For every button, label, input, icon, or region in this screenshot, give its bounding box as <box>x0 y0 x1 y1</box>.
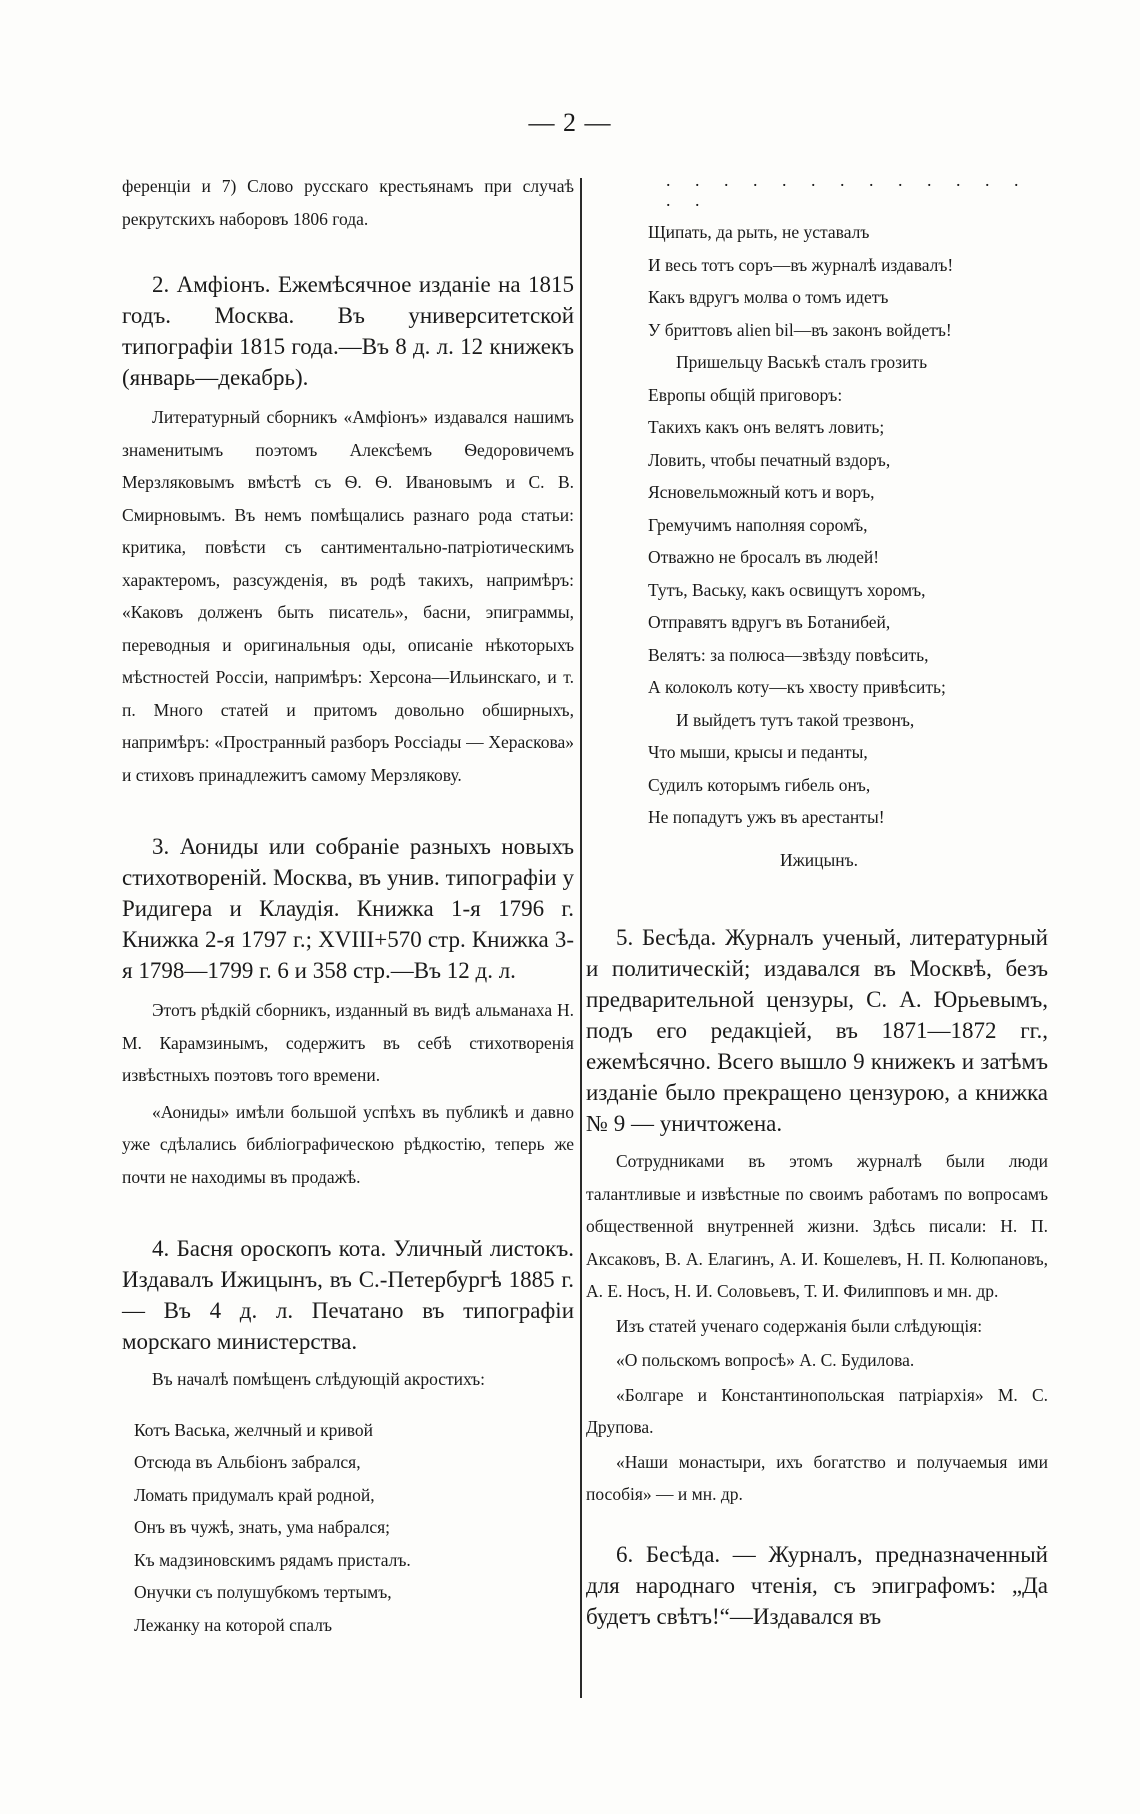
entry-4-heading: 4. Басня ороскопъ кота. Уличный листокъ. Издавалъ Ижицынъ, въ С.-Петербургѣ 1885 г. — Въ 4 д. л. Печатано въ типографіи морскаго министерства. <box>122 1236 574 1354</box>
entry-5-item: «Наши монастыри, ихъ богатство и получаемыя ими пособія» — и мн. др. <box>586 1451 1048 1504</box>
verse-line: Онучки съ полушубкомъ тертымъ, <box>134 1582 392 1602</box>
entry-2-heading: 2. Амфіонъ. Ежемѣсячное изданіе на 1815 годъ. Москва. Въ университетской типографіи 1815 года.—Въ 8 д. л. 12 книжекъ (январь—декабрь). <box>122 272 574 390</box>
acrostic-verse-continued <box>586 216 1048 834</box>
verse-line: Европы общій приговоръ: <box>648 384 843 405</box>
entry-6-heading: 6. Бесѣда. — Журналъ, предназначенный для народнаго чтенія, съ эпиграфомъ: „Да будетъ свѣтъ!“—Издавался въ <box>586 1541 1048 1629</box>
verse-line: Пришельцу Васькѣ сталъ грозить <box>676 352 928 372</box>
verse-line: Отважно не бросалъ въ людей! <box>648 547 880 567</box>
verse-line: И выйдетъ тутъ такой трезвонъ, <box>676 709 915 730</box>
verse-line: Лежанку на которой спалъ <box>134 1614 333 1635</box>
column-divider <box>580 178 582 1698</box>
entry-5-body-1: Сотрудниками въ этомъ журналѣ были люди талантливые и извѣстные по своимъ работамъ по вопросамъ общественной внутренней жизни. Здѣсь писали: Н. П. Аксаковъ, В. А. Елагинъ, А. И. Кошелевъ, Н. П. Колюпановъ, А. Е. Носъ, Н. И. Соловьевъ, Т. И. Филипповъ и мн. др. <box>586 1151 1048 1301</box>
entry-5-item: «О польскомъ вопросѣ» А. С. Будилова. <box>616 1350 915 1370</box>
entry-3-heading: 3. Аониды или собраніе разныхъ новыхъ стихотвореній. Москва, въ унив. типографіи у Ридигера и Клаудія. Книжка 1-я 1796 г. Книжка 2-я 1797 г.; XVIII+570 стр. Книжка 3-я 1798—1799 г. 6 и 358 стр.—Въ 12 д. л. <box>122 834 574 983</box>
verse-line: И весь тотъ соръ—въ журналѣ издавалъ! <box>648 254 954 275</box>
right-column <box>586 170 1048 1632</box>
verse-line: Такихъ какъ онъ велятъ ловить; <box>648 417 885 437</box>
verse-line: Котъ Васька, желчный и кривой <box>134 1419 373 1440</box>
verse-line: Ясновельможный котъ и воръ, <box>648 482 875 502</box>
entry-2-body: Литературный сборникъ «Амфіонъ» издавался нашимъ знаменитымъ поэтомъ Алексѣемъ Ѳедоровичемъ Мерзляковымъ вмѣстѣ съ Ѳ. Ѳ. Ивановымъ и С. В. Смирновымъ. Въ немъ помѣщались разнаго рода статьи: критика, повѣсти съ сантиментально-патріотическимъ характеромъ, разсужденія, въ родѣ такихъ, напримѣръ: «Каковъ долженъ быть писатель», басни, эпиграммы, переводныя и оригинальныя оды, описаніе нѣкоторыхъ мѣстностей Россіи, напримѣръ: Херсона—Ильинскаго, и т. п. Много статей и притомъ довольно обширныхъ, напримѣръ: «Пространный разборъ Россіады — Хераскова» и стиховъ принадлежитъ самому Мерзлякову. <box>122 407 574 785</box>
verse-line: Ловить, чтобы печатный вздоръ, <box>648 449 891 470</box>
verse-line: Ломать придумалъ край родной, <box>134 1484 375 1505</box>
entry-4-intro: Въ началѣ помѣщенъ слѣдующій акростихъ: <box>152 1369 486 1389</box>
ellipsis-dots: . . . . . . . . . . . . . . . <box>666 170 1029 210</box>
verse-line: Тутъ, Ваську, какъ освищутъ хоромъ, <box>648 579 926 600</box>
entry-3-body-2: «Аониды» имѣли большой успѣхъ въ публикѣ и давно уже сдѣлались библіографическою рѣдкостію, теперь же почти не находимы въ продажѣ. <box>122 1101 574 1187</box>
verse-line: У бриттовъ alien bil—въ законъ войдетъ! <box>648 319 952 340</box>
acrostic-verse <box>122 1414 574 1642</box>
verse-line: Велятъ: за полюса—звѣзду повѣсить, <box>648 644 929 665</box>
entry-5-body-2: Изъ статей ученаго содержанія были слѣдующія: <box>616 1315 983 1336</box>
left-column <box>122 170 574 1641</box>
verse-line: Къ мадзиновскимъ рядамъ присталъ. <box>134 1549 411 1570</box>
verse-line: Гремучимъ наполняя сором̃ъ, <box>648 514 868 535</box>
verse-line: Отсюда въ Альбіонъ забрался, <box>134 1452 361 1472</box>
continued-entry: ференціи и 7) Слово русскаго крестьянамъ при случаѣ рекрутскихъ наборовъ 1806 года. <box>122 176 574 229</box>
verse-line: Не попадутъ ужъ въ арестанты! <box>648 807 885 827</box>
verse-line: Судилъ которымъ гибель онъ, <box>648 774 871 795</box>
entry-3-body-1: Этотъ рѣдкій сборникъ, изданный въ видѣ альманаха Н. М. Карамзинымъ, содержитъ въ себѣ стихотворенія извѣстныхъ поэтовъ того времени. <box>122 1000 574 1085</box>
verse-line: Щипать, да рыть, не уставалъ <box>648 222 870 242</box>
verse-line: А колоколъ коту—къ хвосту привѣсить; <box>648 677 946 697</box>
verse-line: Какъ вдругъ молва о томъ идетъ <box>648 287 889 307</box>
page-number: — 2 — <box>528 108 612 137</box>
verse-line: Отправятъ вдругъ въ Ботанибей, <box>648 612 891 632</box>
entry-5-heading: 5. Бесѣда. Журналъ ученый, литературный и политическій; издавался въ Москвѣ, безъ предварительной цензуры, С. А. Юрьевымъ, подъ его редакціей, въ 1871—1872 гг., ежемѣсячно. Всего вышло 9 книжекъ и затѣмъ изданіе было прекращено цензурою, а книжка № 9 — уничтожена. <box>586 925 1048 1136</box>
verse-line: Что мыши, крысы и педанты, <box>648 742 868 762</box>
entry-5-item: «Болгаре и Константинопольская патріархія» М. С. Друпова. <box>586 1384 1048 1437</box>
verse-line: Онъ въ чужѣ, знать, ума набрался; <box>134 1517 391 1537</box>
verse-signature: Ижицынъ. <box>779 849 858 870</box>
